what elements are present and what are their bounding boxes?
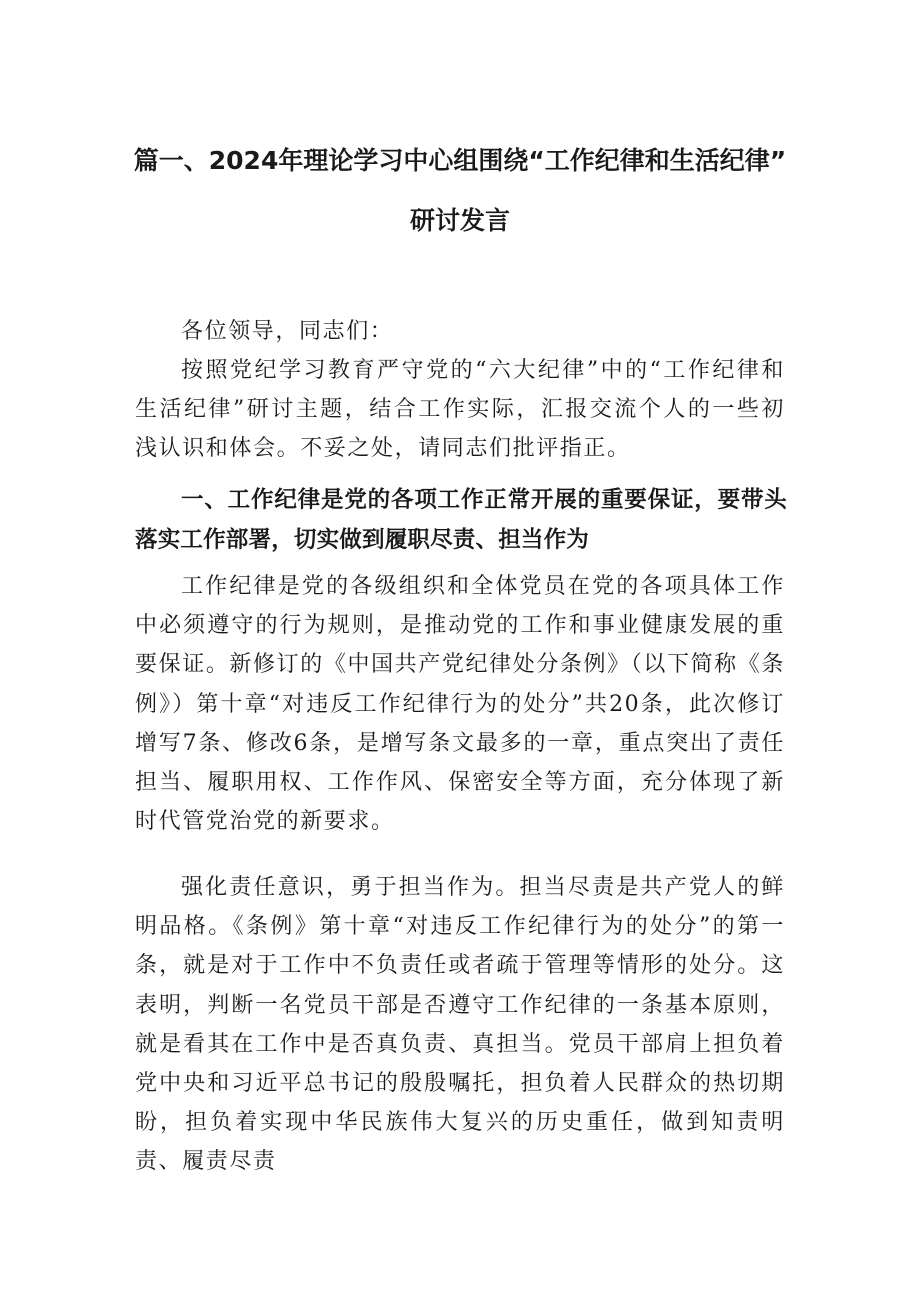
body-paragraph-2: 强化责任意识，勇于担当作为。担当尽责是共产党人的鲜明品格。《条例》第十章“对违反工作纪律行为的处分”的第一条，就是对于工作中不负责任或者疏于管理等情形的处分。这表明，判断一名党员干部是否遵守工作纪律的一条基本原则，就是看其在工作中是否真负责、真担当。党员干部肩上担负着党中央和习近平总书记的殷殷嘱托，担负着人民群众的热切期盼，担负着实现中华民族伟大复兴的历史重任，做到知责明责、履责尽责 [135,875,785,1175]
document-title-line2: 研讨发言 [409,206,510,235]
body-paragraph-1: 工作纪律是党的各级组织和全体党员在党的各项具体工作中必须遵守的行为规则，是推动党的工作和事业健康发展的重要保证。新修订的《中国共产党纪律处分条例》（以下简称《条例》）第十章“对违反工作纪律行为的处分”共20条，此次修订增写7条、修改6条，是增写条文最多的一章，重点突出了责任担当、履职用权、工作作风、保密安全等方面，充分体现了新时代管党治党的新要求。 [135,574,785,835]
salutation: 各位领导，同志们： [181,319,394,344]
section-heading-1: 一、工作纪律是党的各项工作正常开展的重要保证，要带头落实工作部署，切实做到履职尽责、担当作为 [135,487,787,553]
intro-paragraph: 按照党纪学习教育严守党的“六大纪律”中的“工作纪律和生活纪律”研讨主题，结合工作实际，汇报交流个人的一些初浅认识和体会。不妥之处，请同志们批评指正。 [135,358,785,462]
document-title-line1: 篇一、2024年理论学习中心组围绕“工作纪律和生活纪律” [133,146,787,175]
